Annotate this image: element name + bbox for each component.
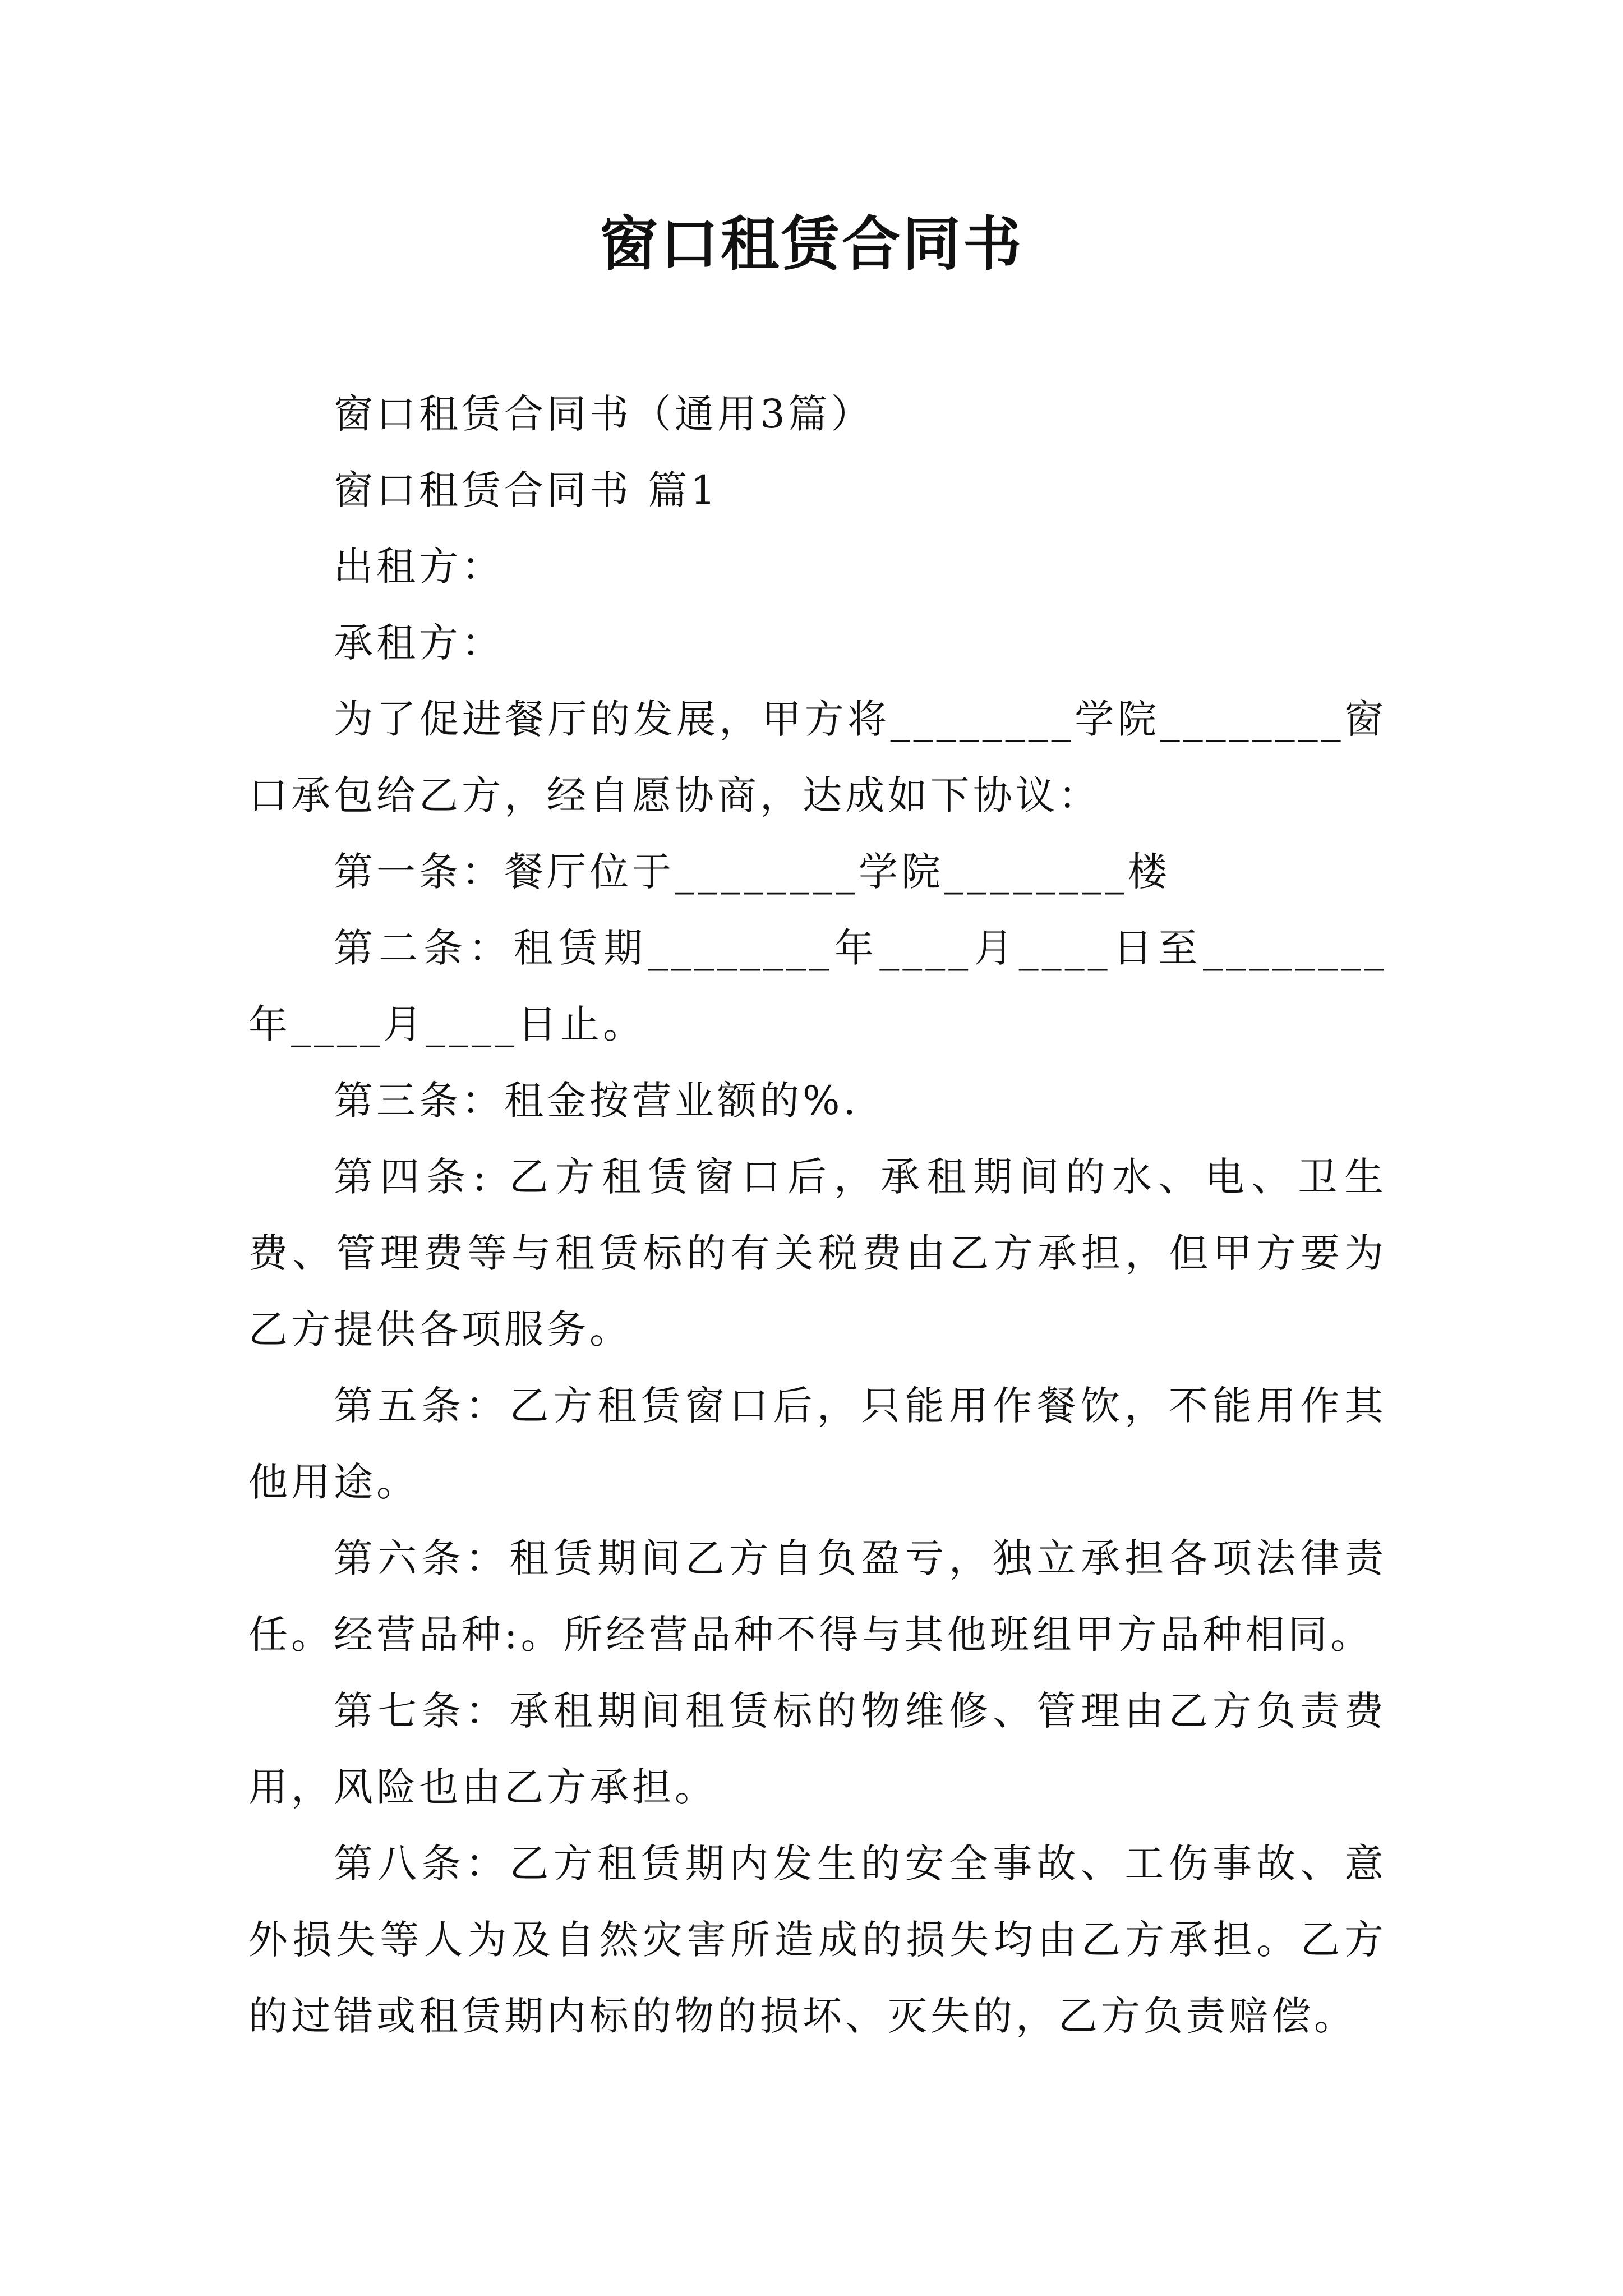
paragraph-article-5: 第五条：乙方租赁窗口后，只能用作餐饮，不能用作其他用途。 (248, 1383, 1387, 1505)
paragraph-article-1: 第一条：餐厅位于________学院________楼 (334, 849, 1170, 895)
paragraph-subtitle: 窗口租赁合同书（通用3篇） (334, 391, 874, 437)
paragraph-article-2: 第二条：租赁期________年____月____日至________年____月____日止。 (248, 925, 1387, 1047)
document-body (248, 376, 1387, 2054)
paragraph-article-6: 第六条：租赁期间乙方自负盈亏，独立承担各项法律责任。经营品种:。所经营品种不得与其他班组甲方品种相同。 (248, 1535, 1387, 1658)
paragraph-article-3: 第三条：租金按营业额的%. (334, 1078, 859, 1124)
paragraph-lessor: 出租方： (334, 544, 504, 590)
paragraph-lessee: 承租方： (334, 620, 504, 666)
paragraph-section-heading: 窗口租赁合同书 篇1 (334, 467, 719, 513)
paragraph-article-7: 第七条：承租期间租赁标的物维修、管理由乙方负责费用，风险也由乙方承担。 (248, 1688, 1387, 1810)
paragraph-article-8: 第八条：乙方租赁期内发生的安全事故、工伤事故、意外损失等人为及自然灾害所造成的损失均由乙方承担。乙方的过错或租赁期内标的物的损坏、灭失的，乙方负责赔偿。 (248, 1841, 1387, 2039)
paragraph-preamble: 为了促进餐厅的发展，甲方将________学院________窗口承包给乙方，经自愿协商，达成如下协议： (248, 696, 1387, 818)
paragraph-article-4: 第四条: 乙方租赁窗口后，承租期间的水、电、卫生费、管理费等与租赁标的有关税费由乙方承担，但甲方要为乙方提供各项服务。 (248, 1154, 1387, 1352)
document-title: 窗口租赁合同书 (599, 209, 1023, 278)
